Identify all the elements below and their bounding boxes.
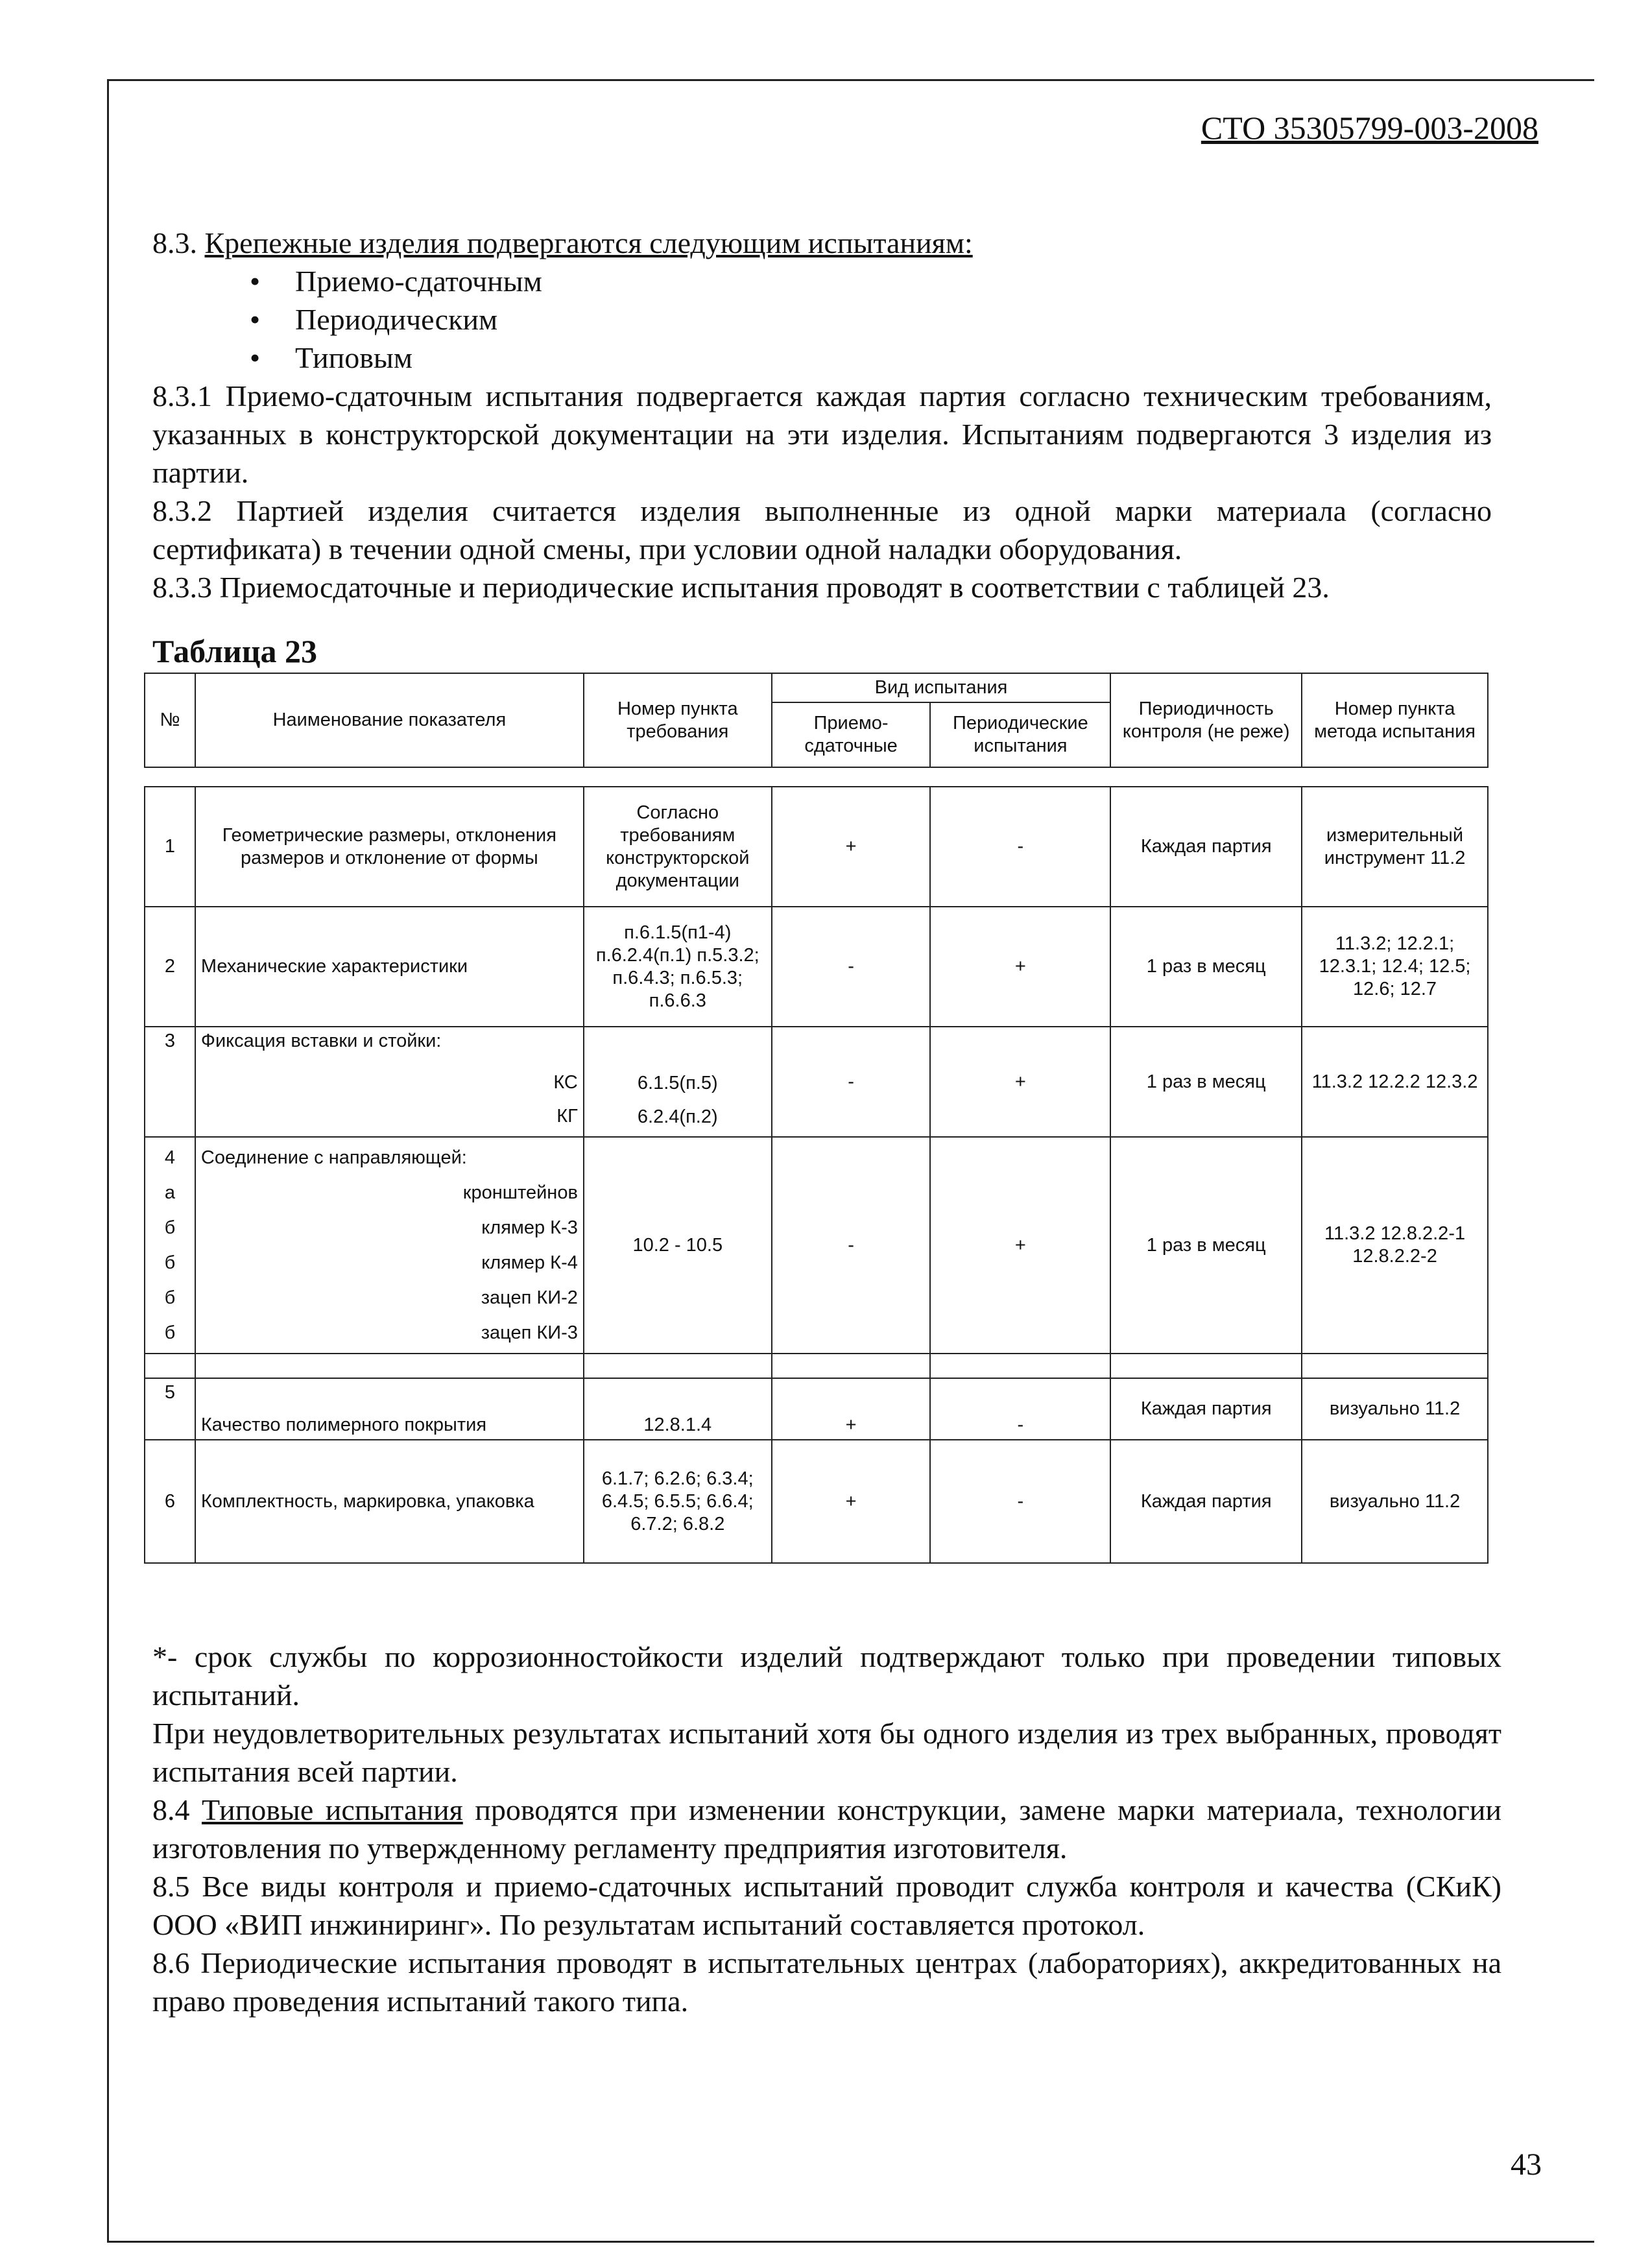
header-requirement: Номер пункта требования xyxy=(584,673,772,767)
test-table xyxy=(144,673,1489,1564)
paragraph-8-3-2: 8.3.2 Партией изделия считается изделия выполненные из одной марки материала (согласно сертификата) в течении одной смены, при условии одной наладки оборудования. xyxy=(152,494,1492,566)
section-8-3-heading: 8.3. Крепежные изделия подвергаются следующим испытаниям: xyxy=(152,226,973,259)
test-types-list xyxy=(152,262,1492,377)
table-row: 3 Фиксация вставки и стойки: КС КГ 6.1.5(п.5) 6.2.4(п.2) - + 1 раз в месяц 11.3.2 12.2.2 12.3.2 xyxy=(145,1027,1488,1137)
paragraph-8-4: 8.4 Типовые испытания проводятся при изменении конструкции, замене марки материала, технологии изготовления по утвержденному регламенту предприятия изготовителя. xyxy=(152,1793,1501,1865)
table-row: 5 Качество полимерного покрытия 12.8.1.4 + - Каждая партия визуально 11.2 xyxy=(145,1378,1488,1440)
paragraph-8-6: 8.6 Периодические испытания проводят в испытательных центрах (лабораториях), аккредитованных на право проведения испытаний такого типа. xyxy=(152,1946,1501,2018)
section-8-3 xyxy=(152,224,1492,606)
table-row: 2 Механические характеристики п.6.1.5(п1-4) п.6.2.4(п.1) п.5.3.2; п.6.4.3; п.6.5.3; п.6.6.3 - + 1 раз в месяц 11.3.2; 12.2.1; 12.3.1; 12.4; 12.5; 12.6; 12.7 xyxy=(145,907,1488,1027)
table-caption: Таблица 23 xyxy=(152,633,318,669)
document-code: СТО 35305799-003-2008 xyxy=(1201,110,1538,146)
table-row: 1 Геометрические размеры, отклонения размеров и отклонение от формы Согласно требованиям конструкторской документации + - Каждая партия измерительный инструмент 11.2 xyxy=(145,787,1488,907)
header-method: Номер пункта метода испытания xyxy=(1302,673,1488,767)
footer-text xyxy=(152,1638,1501,2020)
table-row: 4 а б б б б Соединение с направляющей: кронштейнов клямер К-3 клямер К-4 зацеп КИ-2 зацеп КИ-3 10.2 - 10.5 - + 1 раз в месяц 11.3.2 12.8.2.2-1 12.8.2.2-2 xyxy=(145,1137,1488,1354)
header-test-type: Вид испытания xyxy=(772,673,1111,702)
page-number: 43 xyxy=(1511,2147,1542,2182)
paragraph-failure: При неудовлетворительных результатах испытаний хотя бы одного изделия из трех выбранных, проводят испытания всей партии. xyxy=(152,1717,1501,1788)
list-item: • Типовым xyxy=(250,339,1492,377)
paragraph-8-3-1: 8.3.1 Приемо-сдаточным испытания подвергается каждая партия согласно техническим требованиям, указанных в конструкторской документации на эти изделия. Испытаниям подвергаются 3 изделия из партии. xyxy=(152,379,1492,489)
paragraph-8-3-3: 8.3.3 Приемосдаточные и периодические испытания проводят в соответствии с таблицей 23. xyxy=(152,571,1330,604)
list-item: • Приемо-сдаточным xyxy=(250,262,1492,300)
header-acceptance: Приемо-сдаточные xyxy=(772,702,931,767)
list-item: • Периодическим xyxy=(250,300,1492,339)
header-name: Наименование показателя xyxy=(195,673,584,767)
paragraph-8-5: 8.5 Все виды контроля и приемо-сдаточных испытаний проводит служба контроля и качества (СКиК) ООО «ВИП инжиниринг». По результатам испытаний составляется протокол. xyxy=(152,1870,1501,1941)
header-periodic: Периодические испытания xyxy=(930,702,1110,767)
table-row: 6 Комплектность, маркировка, упаковка 6.1.7; 6.2.6; 6.3.4; 6.4.5; 6.5.5; 6.6.4; 6.7.2; 6.8.2 + - Каждая партия визуально 11.2 xyxy=(145,1440,1488,1563)
header-num: № xyxy=(145,673,195,767)
header-frequency: Периодичность контроля (не реже) xyxy=(1110,673,1302,767)
footnote: *- срок службы по коррозионностойкости изделий подтверждают только при проведении типовых испытаний. xyxy=(152,1640,1501,1712)
